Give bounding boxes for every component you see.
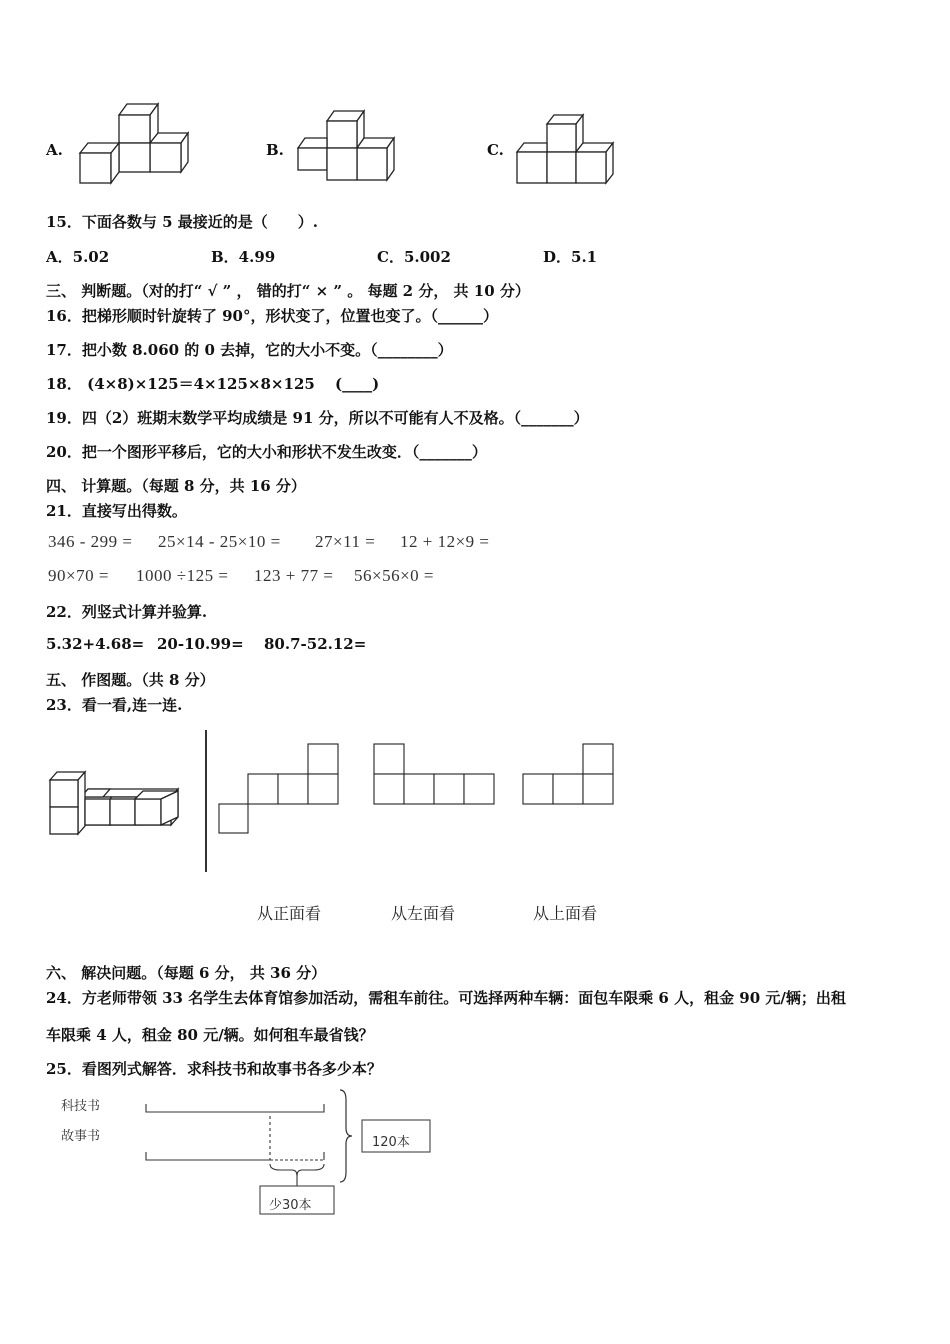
- view-label-front: 从正面看: [257, 904, 322, 923]
- calc-item: 346 - 299 =: [48, 532, 133, 551]
- section-4-title: 四、 计算题。（每题 8 分，共 16 分）: [46, 477, 306, 495]
- q15-stem: 15．下面各数与 5 最接近的是（ ）.: [46, 213, 318, 231]
- q17-text: 17．把小数 8.060 的 0 去掉，它的大小不变。（________）: [46, 341, 453, 359]
- q25-text: 25．看图列式解答．求科技书和故事书各多少本？: [46, 1060, 382, 1078]
- option-a-cube-figure: [78, 100, 190, 186]
- q23-solid-figure: [48, 770, 184, 836]
- calc-item: 27×11 =: [315, 532, 376, 551]
- view-label-top: 从上面看: [533, 904, 598, 923]
- q21-text: 21．直接写出得数。: [46, 502, 187, 520]
- q15-option-b: B．4.99: [211, 248, 276, 266]
- section-3-title: 三、 判断题。（对的打“ √ ” ， 错的打“ × ” 。 每题 2 分， 共 10 分）: [46, 282, 530, 300]
- q15-option-c: C．5.002: [377, 248, 451, 266]
- q22-item: 80.7-52.12=: [264, 635, 367, 653]
- q24-line-2: 车限乘 4 人，租金 80 元/辆。如何租车最省钱？: [46, 1026, 374, 1044]
- option-b-label: B.: [266, 141, 284, 159]
- q15-option-d: D．5.1: [543, 248, 598, 266]
- q15-option-a: A．5.02: [46, 248, 110, 266]
- option-a-label: A.: [46, 141, 63, 159]
- view-figure-1: [218, 743, 340, 835]
- section-5-title: 五、 作图题。（共 8 分）: [46, 671, 215, 689]
- less-box-label: 少30本: [269, 1198, 312, 1213]
- q22-item: 5.32+4.68=: [46, 635, 145, 653]
- calc-item: 123 + 77 =: [254, 566, 334, 585]
- option-b-cube-figure: [296, 108, 398, 184]
- view-figure-3: [521, 743, 615, 805]
- option-c-label: C.: [487, 141, 504, 159]
- section-6-title: 六、 解决问题。（每题 6 分， 共 36 分）: [46, 964, 327, 982]
- q19-text: 19．四（2）班期末数学平均成绩是 91 分，所以不可能有人不及格。（_______）: [46, 409, 589, 427]
- q20-text: 20．把一个图形平移后，它的大小和形状不发生改变．（_______）: [46, 443, 487, 461]
- vertical-divider: [205, 730, 207, 872]
- q22-text: 22．列竖式计算并验算.: [46, 603, 208, 621]
- q16-text: 16．把梯形顺时针旋转了 90°，形状变了，位置也变了。（______）: [46, 307, 498, 325]
- calc-item: 25×14 - 25×10 =: [158, 532, 281, 551]
- q23-text: 23．看一看,连一连.: [46, 696, 183, 714]
- calc-item: 1000 ÷125 =: [136, 566, 229, 585]
- diagram-label-science: 科技书: [61, 1099, 101, 1114]
- diagram-label-story: 故事书: [61, 1129, 101, 1144]
- q22-item: 20-10.99=: [157, 635, 244, 653]
- q18-text: 18． (4×8)×125＝4×125×8×125 (____): [46, 375, 380, 393]
- total-box-label: 120本: [372, 1135, 410, 1150]
- calc-item: 12 + 12×9 =: [400, 532, 490, 551]
- option-c-cube-figure: [515, 112, 617, 188]
- view-label-left: 从左面看: [391, 904, 456, 923]
- calc-item: 56×56×0 =: [354, 566, 435, 585]
- calc-item: 90×70 =: [48, 566, 109, 585]
- q24-line-1: 24．方老师带领 33 名学生去体育馆参加活动，需租车前往。可选择两种车辆：面包车限乘 6 人，租金 90 元/辆；出租: [46, 989, 846, 1007]
- view-figure-2: [372, 743, 496, 805]
